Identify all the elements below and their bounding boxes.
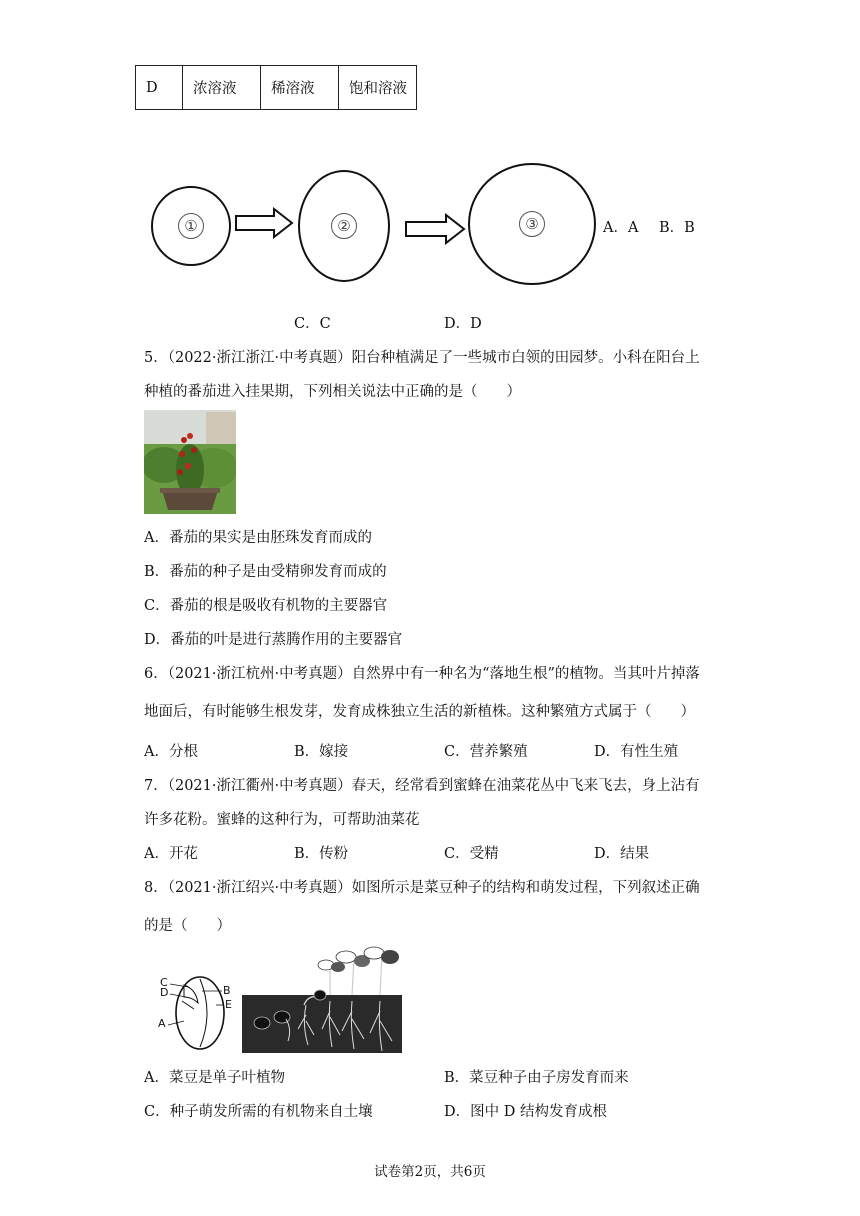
arrow-right-icon xyxy=(234,207,296,239)
question-8-option-d: D．图中 D 结构发育成根 xyxy=(444,1104,607,1120)
question-7-option-a: A．开花 xyxy=(144,846,198,862)
option-d: D．D xyxy=(444,316,482,332)
seed-label-a: A xyxy=(158,1017,166,1030)
question-8-option-b: B．菜豆种子由子房发育而来 xyxy=(444,1070,629,1086)
question-6-line1: 6．（2021·浙江杭州·中考真题）自然界中有一种名为“落地生根”的植物。当其叶片掉落 xyxy=(144,666,700,682)
circle-3 xyxy=(468,163,596,285)
question-6-option-b: B．嫁接 xyxy=(294,744,349,760)
question-8-option-c: C．种子萌发所需的有机物来自土壤 xyxy=(144,1104,373,1120)
page-footer: 试卷第2页，共6页 xyxy=(374,1164,486,1180)
seed-label-d: D xyxy=(160,986,169,999)
table-row xyxy=(136,66,417,110)
question-5-option-c: C．番茄的根是吸收有机物的主要器官 xyxy=(144,598,388,614)
table-cell: D xyxy=(136,66,183,110)
question-7-option-b: B．传粉 xyxy=(294,846,349,862)
question-5-option-b: B．番茄的种子是由受精卵发育而成的 xyxy=(144,564,387,580)
table-cell: 稀溶液 xyxy=(261,66,339,110)
circle-3-label: ③ xyxy=(519,211,545,237)
seed-label-c: C xyxy=(160,976,168,989)
question-7-line2: 许多花粉。蜜蜂的这种行为，可帮助油菜花 xyxy=(144,812,420,828)
question-8-line2: 的是（ ） xyxy=(144,918,231,934)
question-6-line2: 地面后，有时能够生根发芽，发育成株独立生活的新植株。这种繁殖方式属于（ ） xyxy=(144,704,695,720)
question-6-option-d: D．有性生殖 xyxy=(594,744,679,760)
question-8-option-a: A．菜豆是单子叶植物 xyxy=(144,1070,285,1086)
question-6-option-c: C．营养繁殖 xyxy=(444,744,528,760)
answer-table xyxy=(135,65,417,110)
circle-1 xyxy=(151,186,231,266)
option-c: C．C xyxy=(294,316,331,332)
option-a: A．A xyxy=(603,220,639,236)
question-7-option-c: C．受精 xyxy=(444,846,499,862)
circle-2-label: ② xyxy=(331,213,357,239)
question-6-option-a: A．分根 xyxy=(144,744,198,760)
question-7-option-d: D．结果 xyxy=(594,846,650,862)
option-b: B．B xyxy=(659,220,695,236)
seed-structure-figure xyxy=(158,975,238,1051)
table-cell: 浓溶液 xyxy=(183,66,261,110)
germination-process-image xyxy=(242,945,402,1053)
circle-2 xyxy=(298,170,390,282)
arrow-right-icon xyxy=(404,213,468,245)
circle-1-label: ① xyxy=(178,213,204,239)
seed-label-e: E xyxy=(225,998,232,1011)
tomato-plant-image xyxy=(144,410,236,514)
question-7-line1: 7．（2021·浙江衢州·中考真题）春天，经常看到蜜蜂在油菜花丛中飞来飞去，身上沾有 xyxy=(144,778,700,794)
question-5-option-d: D．番茄的叶是进行蒸腾作用的主要器官 xyxy=(144,632,403,648)
table-cell: 饱和溶液 xyxy=(339,66,417,110)
question-5-option-a: A．番茄的果实是由胚珠发育而成的 xyxy=(144,530,372,546)
question-5-line1: 5．（2022·浙江浙江·中考真题）阳台种植满足了一些城市白领的田园梦。小科在阳台上 xyxy=(144,350,700,366)
seed-label-b: B xyxy=(223,984,231,997)
question-5-line2: 种植的番茄进入挂果期，下列相关说法中正确的是（ ） xyxy=(144,384,521,400)
question-8-line1: 8．（2021·浙江绍兴·中考真题）如图所示是菜豆种子的结构和萌发过程，下列叙述正确 xyxy=(144,880,700,896)
